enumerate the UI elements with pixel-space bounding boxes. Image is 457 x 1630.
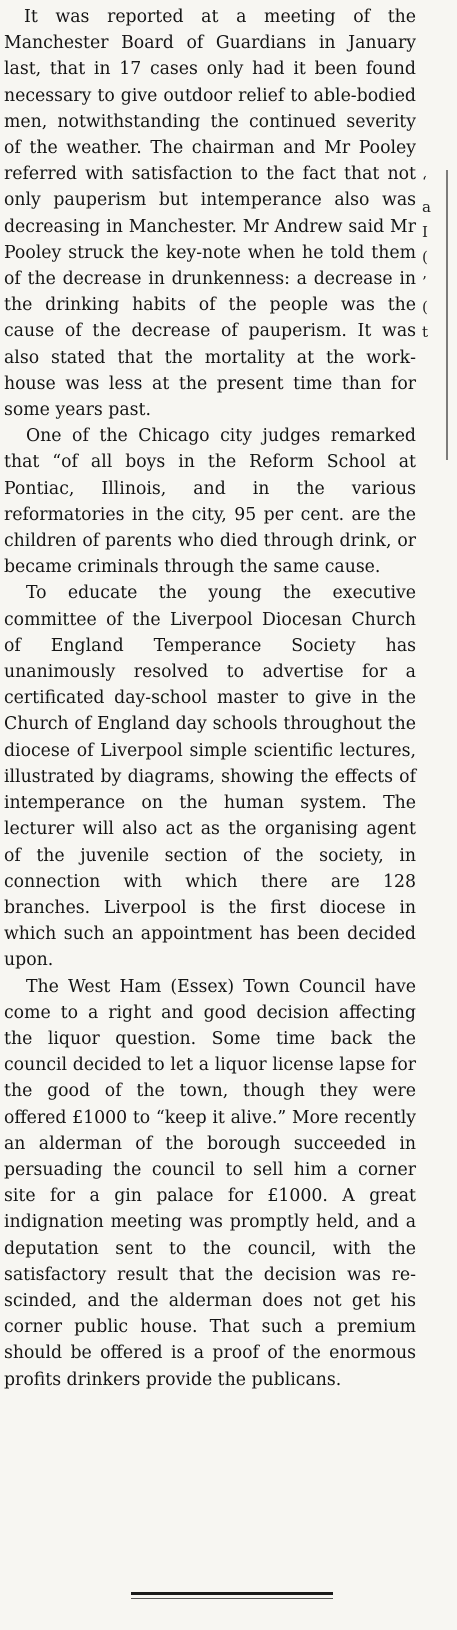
- end-of-article-rule: [131, 1592, 333, 1595]
- paragraph-chicago-judges: One of the Chicago city judges remarked that “of all boys in the Reform School at Pontiac, Illinois, and in the various reformatories in the city, 95 per cent. are the children of parents who died through drink, or became criminals through the same cause.: [4, 426, 416, 578]
- paragraph-liverpool-diocesan: To educate the young the executive committee of the Liverpool Diocesan Church of England Temperance Society has unanimously resolved to advertise for a certificated day-school master to give in the Church of England day schools throughout the diocese of Liverpool simple scientific lectures, illustrated by diagrams, showing the effects of intemperance on the human system. The lecturer will also act as the organising agent of the juvenile section of the society, in connection with which there are 128 branches. Liverpool is the first diocese in which such an appointment has been decided upon.: [4, 583, 416, 971]
- paragraph-manchester-guardians: It was reported at a meeting of the Manchester Board of Guardians in January last, that in 17 cases only had it been found necessary to give outdoor relief to able-bodied men, notwithstanding the continued severity of the weather. The chairman and Mr Pooley referred with satisfaction to the fact that not only pauperism but intemperance also was decreasing in Manchester. Mr Andrew said Mr Pooley struck the key-note when he told them of the decrease in drunkenness: a decrease in the drinking habits of the people was the cause of the decrease of pauperism. It was also stated that the mortality at the workhouse was less at the present time than for some years past.: [4, 7, 416, 421]
- paragraph-west-ham-council: The West Ham (Essex) Town Council have come to a right and good decision affecting the liquor question. Some time back the council decided to let a liquor license lapse for the good of the town, though they were offered £1000 to “keep it alive.” More recently an alderman of the borough succeeded in persuading the council to sell him a corner site for a gin palace for £1000. A great indignation meeting was promptly held, and a deputation sent to the council, with the satisfactory result that the decision was rescinded, and the alderman does not get his corner public house. That such a premium should be offered is a proof of the enormous profits drinkers provide the publicans.: [4, 976, 416, 1390]
- adjacent-column-fragments: ‘ a I ( ’ ( t: [422, 173, 431, 341]
- article-column: [4, 4, 416, 1393]
- column-divider: [446, 170, 448, 460]
- end-of-article-rule-thin: [131, 1598, 333, 1599]
